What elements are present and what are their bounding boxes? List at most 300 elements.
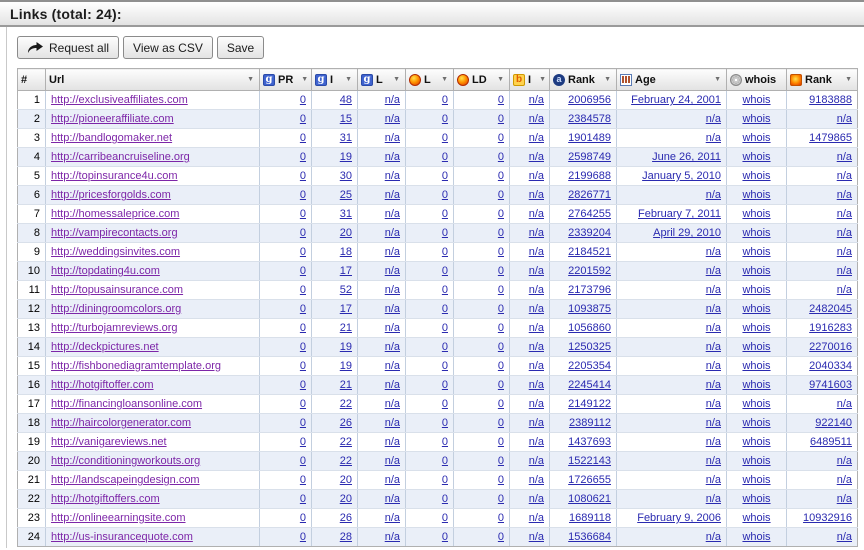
g_l-link[interactable]: n/a (384, 474, 400, 486)
b_i-link[interactable]: n/a (528, 94, 544, 106)
y_ld-link[interactable]: 0 (497, 531, 504, 543)
age-link[interactable]: n/a (705, 113, 721, 125)
y_l-link[interactable]: 0 (441, 398, 448, 410)
whois-link[interactable]: whois (742, 265, 771, 277)
g_l-link[interactable]: n/a (384, 360, 400, 372)
a_rank-link[interactable]: 1080621 (568, 493, 611, 505)
y_ld-link[interactable]: 0 (497, 417, 504, 429)
g_i-link[interactable]: 20 (339, 493, 352, 505)
url-link[interactable]: http://onlineearningsite.com (51, 512, 186, 524)
cell-y_ld (454, 471, 510, 490)
c_rank-link[interactable]: n/a (836, 151, 852, 163)
b_i-link[interactable]: n/a (528, 284, 544, 296)
y_ld-link[interactable]: 0 (497, 398, 504, 410)
age-link[interactable]: n/a (705, 341, 721, 353)
whois-link[interactable]: whois (742, 189, 771, 201)
y_l-link[interactable]: 0 (441, 246, 448, 258)
url-link[interactable]: http://topdating4u.com (51, 265, 160, 277)
b_i-link[interactable]: n/a (528, 341, 544, 353)
filter-arrow-icon[interactable]: ▼ (301, 76, 309, 83)
y_ld-link[interactable]: 0 (497, 94, 504, 106)
c_rank-link[interactable]: 10932916 (803, 512, 852, 524)
g_i-link[interactable]: 22 (339, 436, 352, 448)
a_rank-link[interactable]: 2149122 (568, 398, 611, 410)
b_i-link[interactable]: n/a (528, 132, 544, 144)
c_rank-link[interactable]: n/a (836, 208, 852, 220)
y_l-link[interactable]: 0 (441, 227, 448, 239)
column-header-g_l[interactable] (358, 69, 406, 91)
g_l-link[interactable]: n/a (384, 303, 400, 315)
y_ld-link[interactable]: 0 (497, 303, 504, 315)
g_l-link[interactable]: n/a (384, 284, 400, 296)
cell-num: 10 (18, 262, 46, 281)
c_rank-link[interactable]: 6489511 (809, 436, 852, 448)
whois-link[interactable]: whois (742, 246, 771, 258)
a_rank-link[interactable]: 1056860 (568, 322, 611, 334)
cell-age (617, 300, 727, 319)
a_rank-link[interactable]: 2598749 (568, 151, 611, 163)
y_l-link[interactable]: 0 (441, 284, 448, 296)
g_pr-link[interactable]: 0 (299, 512, 306, 524)
url-link[interactable]: http://us-insurancequote.com (51, 531, 193, 543)
age-link[interactable]: n/a (705, 398, 721, 410)
whois-link[interactable]: whois (742, 531, 771, 543)
age-link[interactable]: January 5, 2010 (642, 170, 721, 182)
age-link[interactable]: February 7, 2011 (638, 208, 721, 220)
y_ld-link[interactable]: 0 (497, 265, 504, 277)
b_i-link[interactable]: n/a (528, 417, 544, 429)
b_i-link[interactable]: n/a (528, 398, 544, 410)
g_i-link[interactable]: 15 (339, 113, 352, 125)
cell-a_rank (550, 509, 617, 528)
whois-link[interactable]: whois (742, 360, 771, 372)
y_l-link[interactable]: 0 (441, 436, 448, 448)
y_l-link[interactable]: 0 (441, 417, 448, 429)
a_rank-link[interactable]: 2006956 (568, 94, 611, 106)
age-link[interactable]: n/a (705, 360, 721, 372)
g_l-link[interactable]: n/a (384, 227, 400, 239)
column-header-g_pr[interactable] (260, 69, 312, 91)
url-link[interactable]: http://homessaleprice.com (51, 208, 180, 220)
age-link[interactable]: n/a (705, 493, 721, 505)
g_i-link[interactable]: 22 (339, 455, 352, 467)
g_i-link[interactable]: 26 (339, 417, 352, 429)
b_i-link[interactable]: n/a (528, 170, 544, 182)
age-link[interactable]: n/a (705, 322, 721, 334)
y_ld-link[interactable]: 0 (497, 512, 504, 524)
a_rank-link[interactable]: 2384578 (568, 113, 611, 125)
age-link[interactable]: n/a (705, 531, 721, 543)
whois-link[interactable]: whois (742, 227, 771, 239)
g_i-link[interactable]: 19 (339, 360, 352, 372)
filter-arrow-icon[interactable]: ▼ (714, 76, 721, 83)
whois-link[interactable]: whois (742, 474, 771, 486)
g_pr-link[interactable]: 0 (299, 455, 306, 467)
g_l-link[interactable]: n/a (384, 341, 400, 353)
y_l-link[interactable]: 0 (441, 113, 448, 125)
a_rank-link[interactable]: 1689118 (568, 512, 611, 524)
b_i-link[interactable]: n/a (528, 379, 544, 391)
url-link[interactable]: http://bandlogomaker.net (51, 132, 173, 144)
column-header-age[interactable] (617, 69, 727, 91)
b_i-link[interactable]: n/a (528, 227, 544, 239)
g_i-link[interactable]: 19 (339, 341, 352, 353)
y_l-link[interactable]: 0 (441, 303, 448, 315)
filter-arrow-icon[interactable]: ▼ (604, 76, 611, 83)
c_rank-link[interactable]: 2270016 (809, 341, 852, 353)
filter-arrow-icon[interactable]: ▼ (441, 76, 448, 83)
column-header-g_i[interactable] (312, 69, 358, 91)
cell-g_i (312, 129, 358, 148)
age-link[interactable]: n/a (705, 379, 721, 391)
g_pr-link[interactable]: 0 (299, 170, 306, 182)
g_l-link[interactable]: n/a (384, 493, 400, 505)
a_rank-link[interactable]: 1901489 (568, 132, 611, 144)
column-header-num[interactable] (18, 69, 46, 91)
view-as-csv-button[interactable] (123, 36, 213, 59)
g_i-link[interactable]: 31 (339, 132, 352, 144)
column-header-c_rank[interactable] (787, 69, 858, 91)
g_i-link[interactable]: 20 (339, 227, 352, 239)
g_pr-link[interactable]: 0 (299, 436, 306, 448)
whois-link[interactable]: whois (742, 132, 771, 144)
c_rank-link[interactable]: n/a (836, 531, 852, 543)
g_l-link[interactable]: n/a (384, 246, 400, 258)
g_pr-link[interactable]: 0 (299, 284, 306, 296)
a_rank-link[interactable]: 2205354 (568, 360, 611, 372)
g_l-link[interactable]: n/a (384, 189, 400, 201)
y_l-link[interactable]: 0 (441, 170, 448, 182)
y_ld-link[interactable]: 0 (497, 341, 504, 353)
c_rank-link[interactable]: n/a (836, 246, 852, 258)
age-link[interactable]: n/a (705, 132, 721, 144)
g_pr-link[interactable]: 0 (299, 398, 306, 410)
c_rank-link[interactable]: n/a (836, 227, 852, 239)
column-header-b_i[interactable] (510, 69, 550, 91)
b_i-link[interactable]: n/a (528, 151, 544, 163)
url-link[interactable]: http://landscapeingdesign.com (51, 474, 200, 486)
y_l-link[interactable]: 0 (441, 94, 448, 106)
g_i-link[interactable]: 48 (339, 94, 352, 106)
whois-link[interactable]: whois (742, 379, 771, 391)
whois-link[interactable]: whois (742, 94, 771, 106)
age-link[interactable]: n/a (705, 436, 721, 448)
g_i-link[interactable]: 21 (339, 322, 352, 334)
age-link[interactable]: n/a (705, 303, 721, 315)
cell-y_l (406, 528, 454, 547)
g_l-link[interactable]: n/a (384, 170, 400, 182)
age-link[interactable]: n/a (705, 265, 721, 277)
whois-link[interactable]: whois (742, 303, 771, 315)
c_rank-link[interactable]: 922140 (815, 417, 852, 429)
y_ld-link[interactable]: 0 (497, 284, 504, 296)
g_i-link[interactable]: 18 (339, 246, 352, 258)
y_ld-link[interactable]: 0 (497, 379, 504, 391)
y_ld-link[interactable]: 0 (497, 113, 504, 125)
g_pr-link[interactable]: 0 (299, 322, 306, 334)
a_rank-link[interactable]: 1093875 (568, 303, 611, 315)
g_pr-link[interactable]: 0 (299, 493, 306, 505)
y_ld-link[interactable]: 0 (497, 246, 504, 258)
a_rank-link[interactable]: 2764255 (568, 208, 611, 220)
age-link[interactable]: n/a (705, 246, 721, 258)
y_l-link[interactable]: 0 (441, 493, 448, 505)
age-link[interactable]: n/a (705, 189, 721, 201)
y_ld-link[interactable]: 0 (497, 208, 504, 220)
y_l-link[interactable]: 0 (441, 474, 448, 486)
url-link[interactable]: http://pioneeraffiliate.com (51, 113, 174, 125)
y_ld-link[interactable]: 0 (497, 189, 504, 201)
g_i-link[interactable]: 17 (339, 303, 352, 315)
c_rank-link[interactable]: n/a (836, 284, 852, 296)
filter-arrow-icon[interactable]: ▼ (497, 76, 504, 83)
y_ld-link[interactable]: 0 (497, 151, 504, 163)
b_i-link[interactable]: n/a (528, 208, 544, 220)
whois-link[interactable]: whois (742, 341, 771, 353)
g_l-link[interactable]: n/a (384, 94, 400, 106)
url-link[interactable]: http://diningroomcolors.org (51, 303, 182, 315)
g_pr-link[interactable]: 0 (299, 360, 306, 372)
url-link[interactable]: http://hotgiftoffer.com (51, 379, 154, 391)
column-header-y_l[interactable] (406, 69, 454, 91)
y_l-link[interactable]: 0 (441, 132, 448, 144)
b_i-link[interactable]: n/a (528, 303, 544, 315)
a_rank-link[interactable]: 2201592 (568, 265, 611, 277)
age-link[interactable]: n/a (705, 474, 721, 486)
g_pr-link[interactable]: 0 (299, 531, 306, 543)
c_rank-link[interactable]: n/a (836, 398, 852, 410)
whois-link[interactable]: whois (742, 436, 771, 448)
a_rank-link[interactable]: 2245414 (568, 379, 611, 391)
g_i-link[interactable]: 21 (339, 379, 352, 391)
y_ld-link[interactable]: 0 (497, 227, 504, 239)
url-link[interactable]: http://deckpictures.net (51, 341, 159, 353)
a_rank-link[interactable]: 2389112 (568, 417, 611, 429)
g_l-link[interactable]: n/a (384, 113, 400, 125)
filter-arrow-icon[interactable]: ▼ (539, 76, 546, 83)
whois-link[interactable]: whois (742, 170, 771, 182)
c_rank-link[interactable]: 9183888 (809, 94, 852, 106)
b_i-link[interactable]: n/a (528, 265, 544, 277)
y_l-link[interactable]: 0 (441, 322, 448, 334)
a_rank-link[interactable]: 1536684 (568, 531, 611, 543)
g_pr-link[interactable]: 0 (299, 189, 306, 201)
cell-g_pr (260, 471, 312, 490)
age-link[interactable]: April 29, 2010 (653, 227, 721, 239)
url-link[interactable]: http://carribeancruiseline.org (51, 151, 190, 163)
request-all-button[interactable] (17, 36, 119, 59)
c_rank-link[interactable]: n/a (836, 113, 852, 125)
whois-link[interactable]: whois (742, 455, 771, 467)
cell-g_pr (260, 433, 312, 452)
b_i-link[interactable]: n/a (528, 360, 544, 372)
url-link[interactable]: http://hotgiftoffers.com (51, 493, 160, 505)
age-link[interactable]: June 26, 2011 (652, 151, 721, 163)
cell-g_l (358, 509, 406, 528)
g_l-link[interactable]: n/a (384, 436, 400, 448)
g_pr-link[interactable]: 0 (299, 113, 306, 125)
g_pr-link[interactable]: 0 (299, 208, 306, 220)
y_ld-link[interactable]: 0 (497, 360, 504, 372)
a_rank-link[interactable]: 1726655 (568, 474, 611, 486)
column-header-url[interactable] (46, 69, 260, 91)
url-link[interactable]: http://pricesforgolds.com (51, 189, 171, 201)
whois-link[interactable]: whois (742, 493, 771, 505)
url-link[interactable]: http://vanigareviews.net (51, 436, 167, 448)
y_l-link[interactable]: 0 (441, 189, 448, 201)
url-link[interactable]: http://topusainsurance.com (51, 284, 184, 296)
g_l-link[interactable]: n/a (384, 455, 400, 467)
a_rank-link[interactable]: 2199688 (568, 170, 611, 182)
url-link[interactable]: http://exclusiveaffiliates.com (51, 94, 188, 106)
filter-arrow-icon[interactable]: ▼ (345, 76, 352, 83)
g_l-link[interactable]: n/a (384, 151, 400, 163)
url-link[interactable]: http://fishbonediagramtemplate.org (51, 360, 221, 372)
save-button[interactable] (217, 36, 264, 59)
c_rank-link[interactable]: 2482045 (809, 303, 852, 315)
b_i-link[interactable]: n/a (528, 436, 544, 448)
column-header-a_rank[interactable] (550, 69, 617, 91)
age-link[interactable]: n/a (705, 455, 721, 467)
g_i-link[interactable]: 22 (339, 398, 352, 410)
g_l-link[interactable]: n/a (384, 398, 400, 410)
b_i-link[interactable]: n/a (528, 474, 544, 486)
g_i-link[interactable]: 17 (339, 265, 352, 277)
y_ld-link[interactable]: 0 (497, 436, 504, 448)
y_l-link[interactable]: 0 (441, 151, 448, 163)
g_pr-link[interactable]: 0 (299, 246, 306, 258)
url-link[interactable]: http://vampirecontacts.org (51, 227, 178, 239)
age-link[interactable]: n/a (705, 284, 721, 296)
y_l-link[interactable]: 0 (441, 379, 448, 391)
a_rank-link[interactable]: 1522143 (568, 455, 611, 467)
url-link[interactable]: http://topinsurance4u.com (51, 170, 178, 182)
whois-link[interactable]: whois (742, 322, 771, 334)
y_l-link[interactable]: 0 (441, 455, 448, 467)
url-link[interactable]: http://haircolorgenerator.com (51, 417, 192, 429)
column-header-whois[interactable] (727, 69, 787, 91)
g_pr-link[interactable]: 0 (299, 379, 306, 391)
g_pr-link[interactable]: 0 (299, 303, 306, 315)
a_rank-link[interactable]: 1437693 (568, 436, 611, 448)
g_i-link[interactable]: 25 (339, 189, 352, 201)
g_l-link[interactable]: n/a (384, 512, 400, 524)
y_ld-link[interactable]: 0 (497, 170, 504, 182)
c_rank-link[interactable]: 9741603 (809, 379, 852, 391)
age-link[interactable]: February 9, 2006 (637, 512, 721, 524)
g_i-link[interactable]: 20 (339, 474, 352, 486)
y_ld-link[interactable]: 0 (497, 322, 504, 334)
column-header-y_ld[interactable] (454, 69, 510, 91)
g_pr-link[interactable]: 0 (299, 265, 306, 277)
c_rank-link[interactable]: n/a (836, 189, 852, 201)
y_ld-link[interactable]: 0 (497, 493, 504, 505)
y_ld-link[interactable]: 0 (497, 474, 504, 486)
a_rank-link[interactable]: 2173796 (568, 284, 611, 296)
filter-arrow-icon[interactable]: ▼ (845, 76, 852, 83)
c_rank-link[interactable]: n/a (836, 474, 852, 486)
c_rank-link[interactable]: 1479865 (809, 132, 852, 144)
b_i-link[interactable]: n/a (528, 246, 544, 258)
y_ld-link[interactable]: 0 (497, 132, 504, 144)
g_i-link[interactable]: 28 (339, 531, 352, 543)
y_l-link[interactable]: 0 (441, 208, 448, 220)
b_i-link[interactable]: n/a (528, 189, 544, 201)
c_rank-link[interactable]: n/a (836, 170, 852, 182)
a_rank-link[interactable]: 2339204 (568, 227, 611, 239)
c_rank-link[interactable]: n/a (836, 265, 852, 277)
c_rank-link[interactable]: n/a (836, 455, 852, 467)
b_i-link[interactable]: n/a (528, 113, 544, 125)
filter-arrow-icon[interactable]: ▼ (393, 76, 400, 83)
cell-g_l (358, 110, 406, 129)
g_i-link[interactable]: 30 (339, 170, 352, 182)
g_pr-link[interactable]: 0 (299, 341, 306, 353)
y_l-link[interactable]: 0 (441, 265, 448, 277)
b_i-link[interactable]: n/a (528, 322, 544, 334)
g_l-link[interactable]: n/a (384, 379, 400, 391)
whois-link[interactable]: whois (742, 417, 771, 429)
b_i-link[interactable]: n/a (528, 455, 544, 467)
g_i-link[interactable]: 31 (339, 208, 352, 220)
b_i-link[interactable]: n/a (528, 531, 544, 543)
whois-link[interactable]: whois (742, 284, 771, 296)
y_l-link[interactable]: 0 (441, 531, 448, 543)
c_rank-link[interactable]: n/a (836, 493, 852, 505)
g_i-link[interactable]: 26 (339, 512, 352, 524)
c_rank-link[interactable]: 2040334 (809, 360, 852, 372)
url-link[interactable]: http://financingloansonline.com (51, 398, 203, 410)
a_rank-link[interactable]: 2184521 (568, 246, 611, 258)
whois-link[interactable]: whois (742, 512, 771, 524)
g_pr-link[interactable]: 0 (299, 417, 306, 429)
c_rank-link[interactable]: 1916283 (809, 322, 852, 334)
b_i-link[interactable]: n/a (528, 493, 544, 505)
whois-link[interactable]: whois (742, 113, 771, 125)
g_i-link[interactable]: 52 (339, 284, 352, 296)
url-link[interactable]: http://conditioningworkouts.org (51, 455, 201, 467)
age-link[interactable]: February 24, 2001 (631, 94, 721, 106)
y_l-link[interactable]: 0 (441, 360, 448, 372)
g_pr-link[interactable]: 0 (299, 474, 306, 486)
g_pr-link[interactable]: 0 (299, 151, 306, 163)
y_l-link[interactable]: 0 (441, 341, 448, 353)
url-link[interactable]: http://weddingsinvites.com (51, 246, 181, 258)
cell-g_l (358, 205, 406, 224)
whois-link[interactable]: whois (742, 208, 771, 220)
g_l-link[interactable]: n/a (384, 322, 400, 334)
g_pr-link[interactable]: 0 (299, 227, 306, 239)
g_l-link[interactable]: n/a (384, 132, 400, 144)
filter-arrow-icon[interactable]: ▼ (247, 76, 254, 83)
age-link[interactable]: n/a (705, 417, 721, 429)
g_l-link[interactable]: n/a (384, 265, 400, 277)
whois-link[interactable]: whois (742, 398, 771, 410)
g_l-link[interactable]: n/a (384, 417, 400, 429)
g_pr-link[interactable]: 0 (299, 132, 306, 144)
g_pr-link[interactable]: 0 (299, 94, 306, 106)
g_l-link[interactable]: n/a (384, 208, 400, 220)
y_l-link[interactable]: 0 (441, 512, 448, 524)
url-link[interactable]: http://turbojamreviews.org (51, 322, 178, 334)
g_l-link[interactable]: n/a (384, 531, 400, 543)
whois-link[interactable]: whois (742, 151, 771, 163)
a_rank-link[interactable]: 1250325 (568, 341, 611, 353)
y_ld-link[interactable]: 0 (497, 455, 504, 467)
g_i-link[interactable]: 19 (339, 151, 352, 163)
a_rank-link[interactable]: 2826771 (568, 189, 611, 201)
b_i-link[interactable]: n/a (528, 512, 544, 524)
